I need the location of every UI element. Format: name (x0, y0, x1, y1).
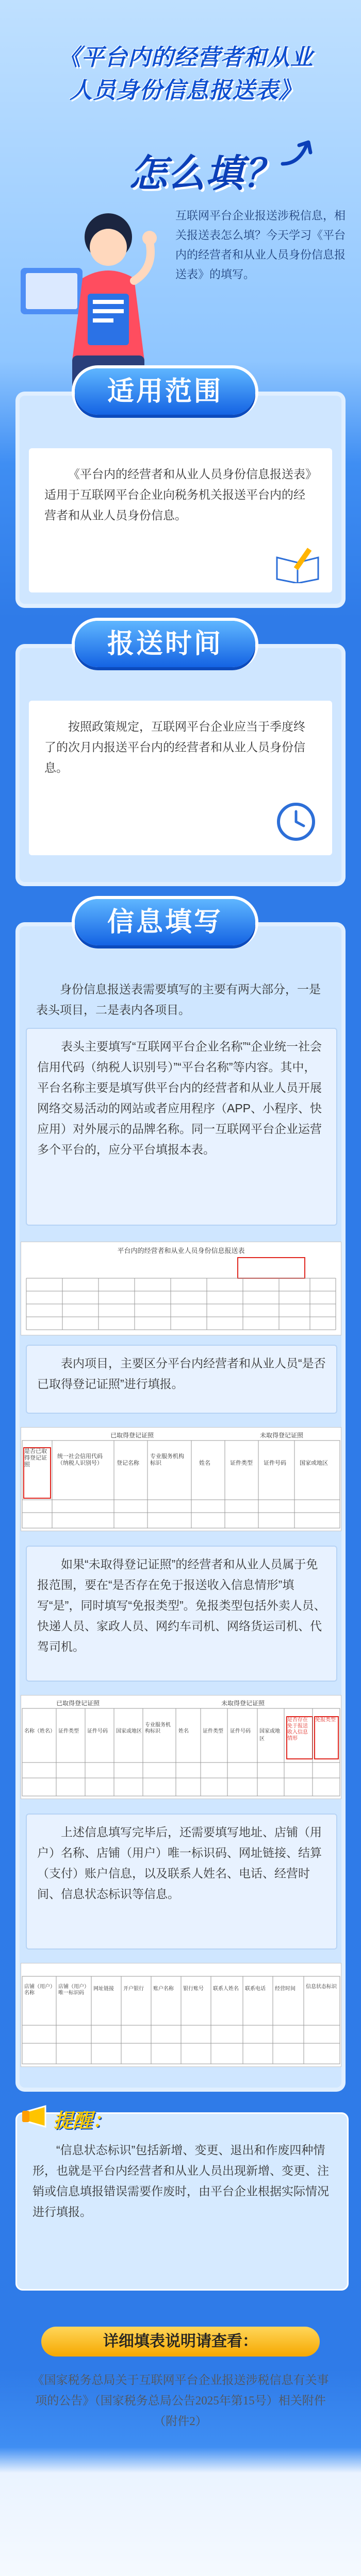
section-scope-body (29, 448, 332, 592)
clock-icon (275, 801, 317, 842)
detail-bar: 详细填表说明请查看： (41, 2327, 320, 2357)
intro-text: 互联网平台企业报送涉税信息，相关报送表怎么填？今天学习《平台内的经营者和从业人员身份信息报送表》的填写。 (175, 209, 346, 281)
extra-info-card (26, 1814, 337, 1950)
table-3-group-right: 未取得登记证照 (221, 1700, 265, 1707)
table-3-col-person-id-type: 证件类型 (203, 1728, 223, 1734)
table-3-col-country: 国家或地区 (116, 1728, 142, 1734)
table-2-group-right: 未取得登记证照 (259, 1432, 303, 1439)
table-1-title: 平台内的经营者和从业人员身份信息报送表 (117, 1247, 245, 1255)
table-2-col-id-type: 证件类型 (230, 1460, 253, 1466)
book-pencil-icon (274, 547, 321, 583)
section-time-heading: 报送时间 (75, 621, 255, 667)
table-2-col-registered: 是否已取得登记证照 (23, 1447, 51, 1499)
table-3-col-service-flag: 专业服务机构标识 (145, 1722, 171, 1734)
page-title (10, 41, 361, 107)
table-3-col-id-number: 证件号码 (87, 1728, 108, 1734)
table-2-group-left: 已取得登记证照 (110, 1432, 154, 1439)
exempt-text: 如果“未取得登记证照”的经营者和从业人员属于免报范围，要在“是否存在免于报送收入信息情形”填写“是”，同时填写“免报类型”。免报类型包括外卖人员、快递人员、家政人员、网约车司机、网络货运司机、代驾司机。 (37, 1557, 326, 1653)
table-4-col-shop-id: 店铺（用户）唯一标识码 (58, 1984, 89, 1996)
title-line-1: 《平台内的经营者和从业 (58, 45, 314, 70)
table-2-col-id-number: 证件号码 (264, 1460, 286, 1466)
fill-intro-text: 身份信息报送表需要填写的主要有两大部分，一是表头项目，二是表内各项目。 (36, 982, 321, 1016)
header-items-text: 表头主要填写“互联网平台企业名称”“企业统一社会信用代码（纳税人识别号）”“平台名称”等内容。其中，平台名称主要是填写供平台内的经营者和从业人员开展网络交易活动的网站或者应用程序（APP、小程序、快应用）对外展示的品牌名称。同一互联网平台企业运营多个平台的，应分平台填报本表。 (37, 1040, 322, 1156)
section-time-body (29, 701, 332, 855)
table-4-col-shop-name: 店铺（用户）名称 (24, 1984, 55, 1996)
tip-badge-label: 提醒： (53, 2110, 112, 2132)
curved-arrow-icon (278, 138, 315, 169)
title-line-2: 人员身份信息报送表》 (70, 78, 302, 103)
table-3-col-exempt-flag: 是否存在免于报送收入信息情形 (286, 1716, 313, 1759)
table-4-col-status: 信息状态标识 (306, 1984, 337, 1990)
time-text: 按照政策规定，互联网平台企业应当于季度终了的次月内报送平台内的经营者和从业人员身份信息。 (44, 720, 305, 774)
table-3-col-id-type: 证件类型 (58, 1728, 79, 1734)
table-1-grid (21, 1242, 341, 1335)
table-2-col-service-flag: 专业服务机构标识 (150, 1453, 184, 1466)
tip-text: “信息状态标识”包括新增、变更、退出和作废四种情形，也就是平台内经营者和从业人员出现新增、变更、注销或信息填报错误需要作废时，由平台企业根据实际情况进行填报。 (32, 2143, 329, 2218)
table-4-col-time: 经营时间 (275, 1986, 296, 1992)
table-2-grid (21, 1428, 341, 1531)
table-items-card (26, 1345, 337, 1414)
table-items-text: 表内项目，主要区分平台内经营者和从业人员“是否已取得登记证照”进行填报。 (37, 1357, 326, 1391)
table-3-grid (21, 1696, 341, 1799)
header-items-card (26, 1028, 337, 1226)
table-2-col-name: 姓名 (199, 1460, 210, 1466)
tip-card (15, 2112, 349, 2291)
table-image-1 (21, 1242, 341, 1335)
exempt-card (26, 1546, 337, 1682)
title-line-3: 怎么填？ (129, 152, 282, 195)
table-3-col-exempt-type: 免报类型 (314, 1716, 339, 1759)
section-fill-heading: 信息填写 (75, 899, 255, 945)
table-4-col-account-number: 银行账号 (183, 1986, 204, 1992)
section-scope-card (15, 392, 346, 608)
table-2-col-credit-code: 统一社会信用代码（纳税人识别号） (57, 1453, 103, 1466)
table-4-col-bank: 开户银行 (123, 1986, 144, 1992)
table-3-col-person-country: 国家或地区 (259, 1728, 280, 1742)
table-2-col-reg-name: 登记名称 (117, 1460, 139, 1466)
table-4-col-url: 网址链接 (93, 1986, 114, 1992)
table-4-col-phone: 联系电话 (245, 1986, 266, 1992)
table-image-2 (21, 1427, 341, 1531)
section-time-card (15, 644, 346, 886)
scope-text: 《平台内的经营者和从业人员身份信息报送表》适用于互联网平台企业向税务机关报送平台内的经营者和从业人员身份信息。 (44, 467, 311, 522)
table-4-col-account-name: 账户名称 (153, 1986, 174, 1992)
table-3-col-person-name: 姓名 (178, 1728, 189, 1734)
table-3-col-person-id-number: 证件号码 (230, 1728, 251, 1734)
detail-reference: 《国家税务总局关于互联网平台企业报送涉税信息有关事项的公告》（国家税务总局公告2025年第15号）相关附件（附件2） (32, 2374, 329, 2428)
table-2-col-country: 国家或地区 (300, 1460, 328, 1466)
table-4-col-contact: 联系人姓名 (213, 1986, 239, 1992)
extra-info-text: 上述信息填写完毕后，还需要填写地址、店铺（用户）名称、店铺（用户）唯一标识码、网址链接、结算（支付）账户信息，以及联系人姓名、电话、经营时间、信息状态标识等信息。 (37, 1825, 322, 1901)
table-image-4 (21, 1963, 341, 2067)
table-image-3 (21, 1695, 341, 1799)
section-scope-heading: 适用范围 (75, 368, 255, 415)
table-3-group-left: 已取得登记证照 (56, 1700, 100, 1707)
table-4-grid (21, 1963, 341, 2066)
table-3-col-name: 名称（姓名） (24, 1728, 55, 1734)
